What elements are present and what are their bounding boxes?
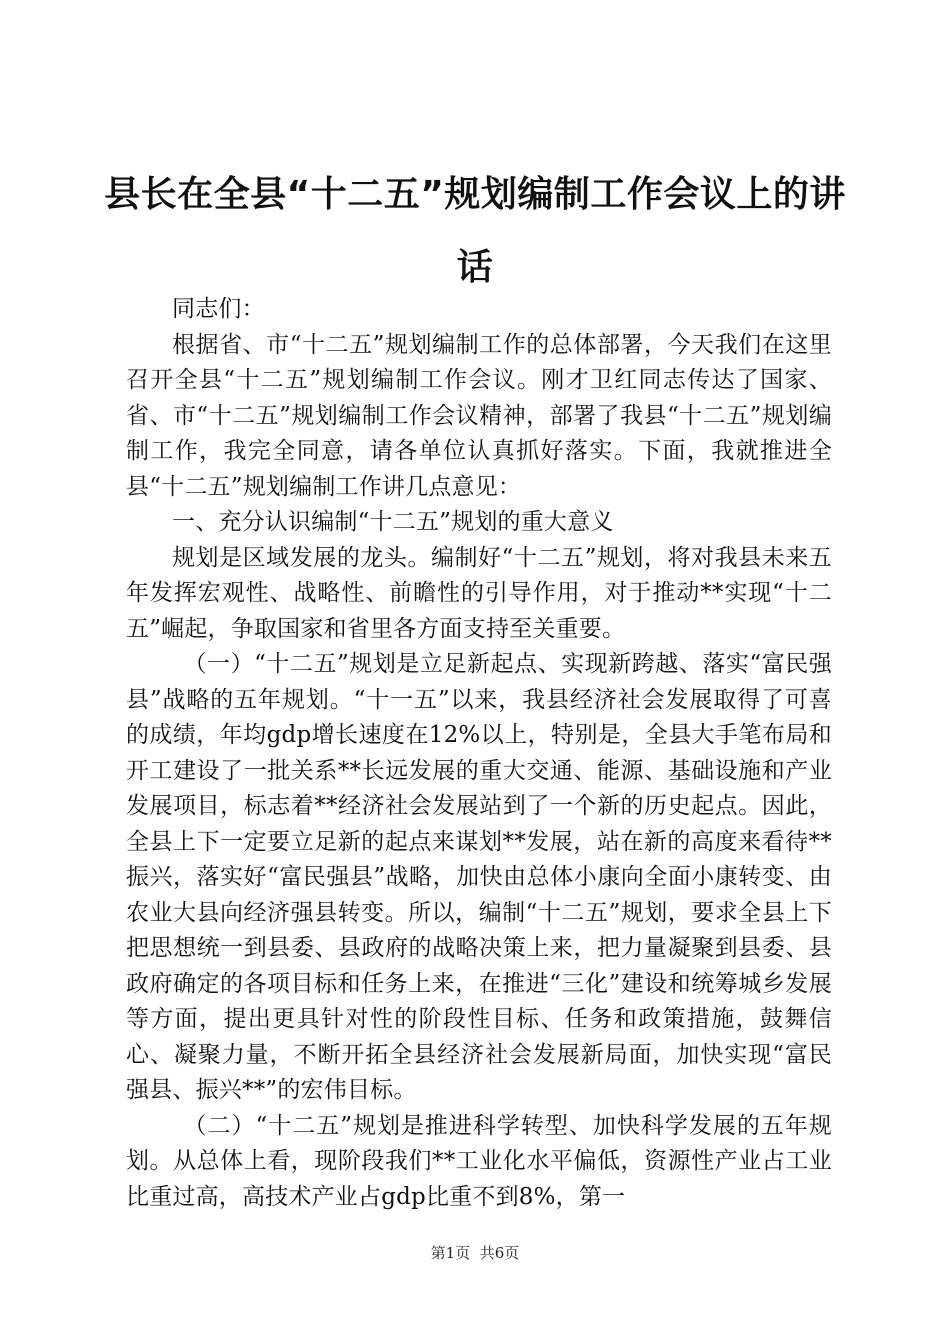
body-paragraph: 根据省、市“十二五”规划编制工作的总体部署，今天我们在这里召开全县“十二五”规划编制工作会议。刚才卫红同志传达了国家、省、市“十二五”规划编制工作会议精神，部署了我县“十二五”规划编制工作，我完全同意，请各单位认真抓好落实。下面，我就推进全县“十二五”规划编制工作讲几点意见： xyxy=(126,331,832,500)
document-body xyxy=(126,292,832,1215)
body-paragraph: （一）“十二五”规划是立足新起点、实现新跨越、落实“富民强县”战略的五年规划。“十一五”以来，我县经济社会发展取得了可喜的成绩，年均gdp增长速度在12%以上，特别是，全县大手笔布局和开工建设了一批关系**长远发展的重大交通、能源、基础设施和产业发展项目，标志着**经济社会发展站到了一个新的历史起点。因此，全县上下一定要立足新的起点来谋划**发展，站在新的高度来看待**振兴，落实好“富民强县”战略，加快由总体小康向全面小康转变、由农业大县向经济强县转变。所以，编制“十二五”规划，要求全县上下把思想统一到县委、县政府的战略决策上来，把力量凝聚到县委、县政府确定的各项目标和任务上来，在推进“三化”建设和统筹城乡发展等方面，提出更具针对性的阶段性目标、任务和政策措施，鼓舞信心、凝聚力量，不断开拓全县经济社会发展新局面，加快实现“富民强县、振兴**”的宏伟目标。 xyxy=(126,651,832,1103)
page-total: 共6页 xyxy=(479,1244,520,1262)
document-title: 县长在全县“十二五”规划编制工作会议上的讲话 xyxy=(104,174,846,288)
page-footer xyxy=(0,1243,950,1263)
page-number: 第1页 xyxy=(430,1244,471,1262)
section-heading: 一、充分认识编制“十二五”规划的重大意义 xyxy=(172,509,614,535)
body-paragraph: （二）“十二五”规划是推进科学转型、加快科学发展的五年规划。从总体上看，现阶段我们**工业化水平偏低，资源性产业占工业比重过高，高技术产业占gdp比重不到8%，第一 xyxy=(126,1112,832,1210)
body-paragraph: 规划是区域发展的龙头。编制好“十二五”规划，将对我县未来五年发挥宏观性、战略性、前瞻性的引导作用，对于推动**实现“十二五”崛起，争取国家和省里各方面支持至关重要。 xyxy=(126,544,832,642)
salutation: 同志们： xyxy=(172,296,265,322)
